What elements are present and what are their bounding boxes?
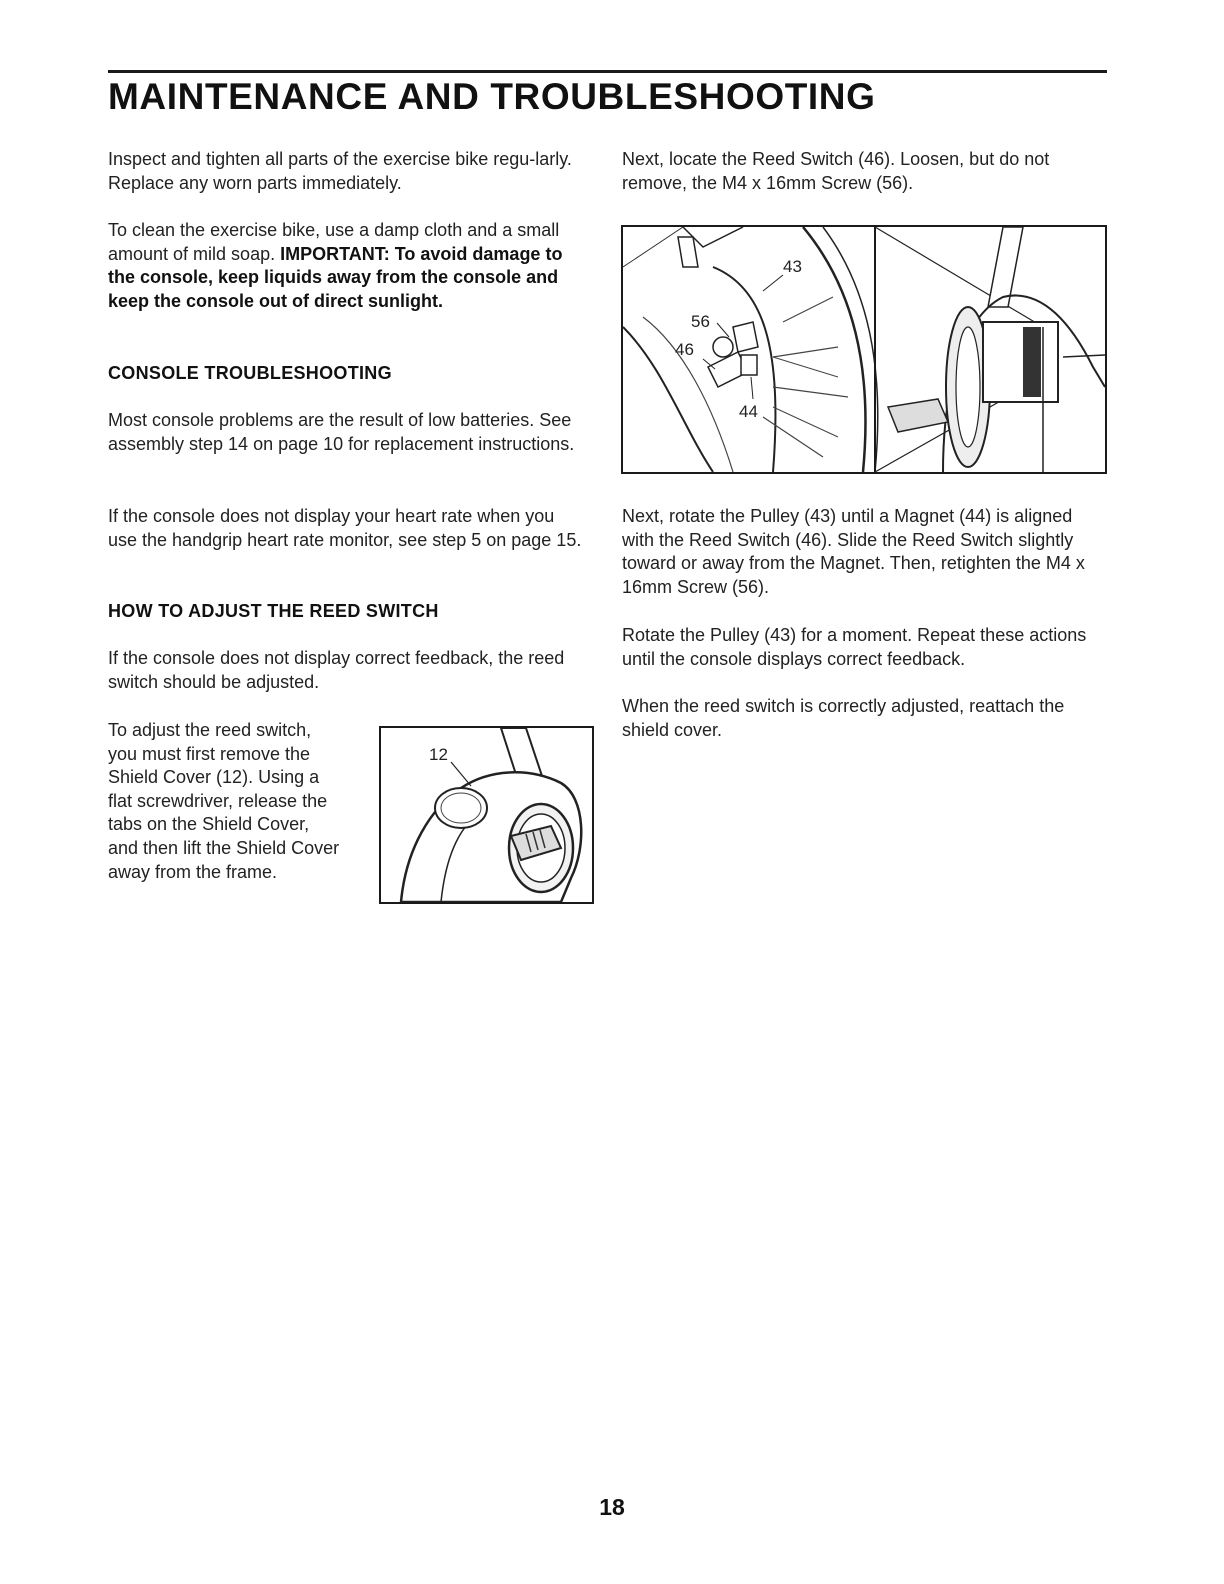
shield-cover-drawing [381,728,592,902]
feedback-paragraph [108,647,588,694]
cleaning-paragraph [108,219,578,313]
cleaning-important-text: IMPORTANT: To avoid damage to the console, keep liquids away from the console and keep the console out of direct sunlight. [108,243,563,311]
console-troubleshooting-heading: CONSOLE TROUBLESHOOTING [108,363,392,383]
shield-cover-text: To adjust the reed switch, you must first remove the Shield Cover (12). Using a flat screwdriver, release the tabs on the Shield Cover, and then lift the Shield Cover away from the frame. [108,720,340,882]
cleaning-normal-text: To clean the exercise bike, use a damp cloth and a small amount of mild soap. [108,220,560,264]
reed-switch-heading: HOW TO ADJUST THE REED SWITCH [108,601,439,621]
cleaning-text [108,219,578,313]
closeup-panel [623,227,878,472]
reattach-paragraph [622,695,1102,742]
callout-44: 44 [739,402,758,421]
reattach-text: When the reed switch is correctly adjusted, reattach the shield cover. [622,696,1065,740]
rotate-pulley-paragraph [622,505,1107,599]
batteries-paragraph [108,409,583,456]
repeat-paragraph [622,624,1102,671]
header-rule [108,70,1107,73]
console-troubleshooting-section [108,362,588,386]
callout-56: 56 [691,312,710,331]
heart-rate-text: If the console does not display your heart rate when you use the handgrip heart rate monitor, see step 5 on page 15. [108,506,582,550]
reed-switch-drawing [623,227,1105,472]
locate-reed-text: Next, locate the Reed Switch (46). Loosen, but do not remove, the M4 x 16mm Screw (56). [622,149,1050,193]
callout-12: 12 [429,745,448,764]
page-title: MAINTENANCE AND TROUBLESHOOTING [108,76,876,117]
callout-43: 43 [783,257,802,276]
repeat-text: Rotate the Pulley (43) for a moment. Repeat these actions until the console displays correct feedback. [622,625,1087,669]
feedback-text: If the console does not display correct feedback, the reed switch should be adjusted. [108,648,565,692]
intro-paragraph [108,148,588,195]
reed-switch-illustration [621,225,1107,474]
heart-rate-paragraph [108,505,588,552]
rotate-pulley-text: Next, rotate the Pulley (43) until a Magnet (44) is aligned with the Reed Switch (46). Slide the Reed Switch slightly toward or away from the Magnet. Then, retighten the M4 x 16mm Screw (56). [622,506,1085,597]
shield-cover-illustration [379,726,594,904]
callout-46: 46 [675,340,694,359]
shield-cover-paragraph [108,719,343,884]
inspect-text: Inspect and tighten all parts of the exercise bike regu-larly. Replace any worn parts immediately. [108,149,572,193]
reed-switch-section [108,600,588,624]
overview-panel [875,227,1105,472]
batteries-text: Most console problems are the result of low batteries. See assembly step 14 on page 10 for replacement instructions. [108,410,575,454]
locate-reed-paragraph [622,148,1107,195]
page-number: 18 [599,1494,625,1520]
